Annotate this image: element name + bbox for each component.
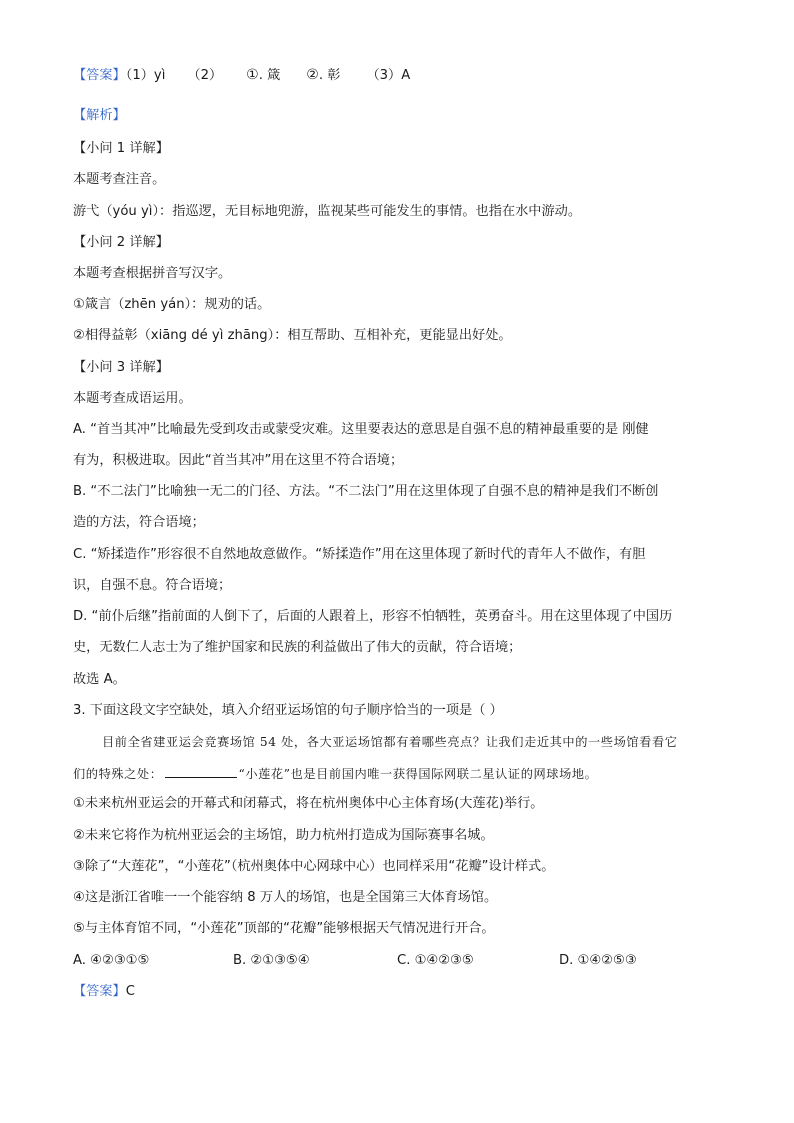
sentence-5: ⑤与主体育馆不同，“小莲花”顶部的“花瓣”能够根据天气情况进行开合。 (73, 921, 495, 936)
subquestion-3-tag: 【小问 3 详解】 (73, 360, 169, 375)
passage-line-2 (73, 764, 597, 783)
option-a-explanation-1: A. “首当其冲”比喻最先受到攻击或蒙受灾难。这里要表达的意思是自强不息的精神最重要的是 刚健 (73, 422, 649, 437)
answer-line-2 (73, 983, 135, 1001)
sentence-1: ①未来杭州亚运会的开幕式和闭幕式，将在杭州奥体中心主体育场(大莲花)举行。 (73, 796, 544, 811)
passage-line-2-end: “小莲花”也是目前国内唯一获得国际网联二星认证的网球场地。 (238, 767, 598, 781)
option-a-explanation-2: 有为，积极进取。因此“首当其冲”用在这里不符合语境； (73, 453, 404, 468)
subquestion-1-line-1: 本题考查注音。 (73, 172, 166, 187)
answer-q2: （2） (187, 68, 223, 83)
question-3-stem: 3. 下面这段文字空缺处，填入介绍亚运场馆的句子顺序恰当的一项是（ ） (73, 703, 503, 718)
passage-line-2-start: 们的特殊之处： (73, 767, 163, 781)
answer-sub1: . 箴 (258, 68, 281, 83)
subquestion-2-line-2: ①箴言（zhēn yán）：规劝的话。 (73, 297, 271, 312)
answer-q3: （3）A (366, 68, 411, 83)
answer-tag: 【答案】 (73, 68, 126, 83)
choice-d: D. ①④②⑤③ (559, 953, 637, 968)
sentence-2: ②未来它将作为杭州亚运会的主场馆，助力杭州打造成为国际赛事名城。 (73, 828, 494, 843)
sentence-3: ③除了“大莲花”，“小莲花”（杭州奥体中心网球中心）也同样采用“花瓣”设计样式。 (73, 859, 555, 874)
option-b-explanation-2: 造的方法，符合语境； (73, 515, 205, 530)
subquestion-3-line-1: 本题考查成语运用。 (73, 391, 192, 406)
answer-2-tag: 【答案】 (73, 984, 126, 999)
answer-sub2-mark: ② (306, 67, 319, 83)
option-d-explanation-1: D. “前仆后继”指前面的人倒下了，后面的人跟着上，形容不怕牺牲，英勇奋斗。用在这里体现了中国历 (73, 609, 673, 624)
passage-line-1: 目前全省建亚运会竞赛场馆 54 处，各大亚运场馆都有着哪些亮点？让我们走近其中的一些场馆看看它 (102, 735, 678, 749)
subquestion-1-line-2: 游弋（yóu yì）：指巡逻，无目标地兜游，监视某些可能发生的事情。也指在水中游动。 (73, 204, 582, 219)
option-d-explanation-2: 史，无数仁人志士为了维护国家和民族的利益做出了伟大的贡献，符合语境； (73, 640, 522, 655)
answer-q1: （1）yì (125, 68, 166, 83)
answer-sub2: . 彰 (318, 68, 341, 83)
conclusion: 故选 A。 (73, 672, 126, 687)
answer-line-1 (73, 66, 410, 85)
option-c-explanation-1: C. “矫揉造作”形容很不自然地故意做作。“矫揉造作”用在这里体现了新时代的青年人不做作，有胆 (73, 547, 646, 562)
fill-blank (165, 764, 237, 778)
analysis-tag: 【解析】 (73, 108, 126, 123)
choice-b: B. ②①③⑤④ (233, 953, 310, 968)
choice-a: A. ④②③①⑤ (73, 953, 150, 968)
subquestion-1-tag: 【小问 1 详解】 (73, 141, 169, 156)
option-c-explanation-2: 识，自强不息。符合语境； (73, 578, 232, 593)
subquestion-2-tag: 【小问 2 详解】 (73, 235, 169, 250)
subquestion-2-line-3: ②相得益彰（xiāng dé yì zhāng）：相互帮助、互相补充，更能显出好处。 (73, 328, 512, 343)
subquestion-2-line-1: 本题考查根据拼音写汉字。 (73, 266, 232, 281)
sentence-4: ④这是浙江省唯一一个能容纳 8 万人的场馆，也是全国第三大体育场馆。 (73, 890, 498, 905)
answer-2-value: C (125, 984, 135, 999)
answer-sub1-mark: ① (246, 67, 259, 83)
choice-c: C. ①④②③⑤ (397, 953, 474, 968)
option-b-explanation-1: B. “不二法门”比喻独一无二的门径、方法。“不二法门”用在这里体现了自强不息的精神是我们不断创 (73, 484, 659, 499)
